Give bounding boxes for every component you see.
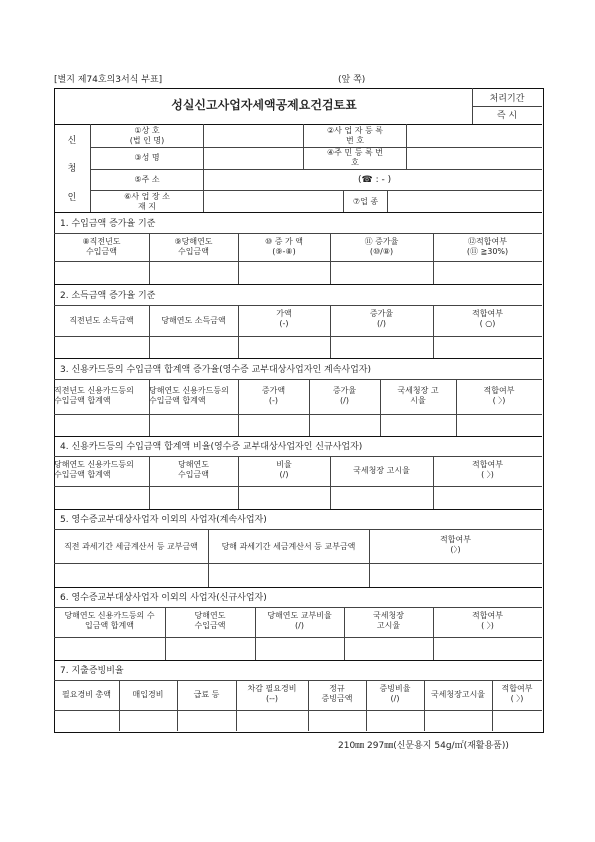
form-code: [별지 제74호의3서식 부표] <box>54 75 163 85</box>
sec2-col-amount: 가액 (-) <box>276 309 292 328</box>
sec2-col-rate: 증가율 (/) <box>369 309 394 328</box>
sec1-col-prev-revenue: ⑧직전년도 수입금액 <box>82 237 121 256</box>
name-input[interactable] <box>204 148 302 169</box>
sec5-title: 5. 영수증교부대상사업자 이외의 사업자(계속사업자) <box>60 515 267 525</box>
sec4-col-eligible: 적합여부 ( 〉) <box>472 460 503 479</box>
sec7-col-net-expense: 차감 필요경비 (--) <box>247 684 297 703</box>
paper-spec: 210㎜ 297㎜(신문용지 54g/㎡(재활용품)) <box>338 741 509 751</box>
sec1-col-curr-revenue: ⑨당해연도 수입금액 <box>174 237 213 256</box>
sec2-title: 2. 소득금액 증가율 기준 <box>60 291 156 301</box>
sec2-col-prev-income: 직전년도 소득금액 <box>69 316 134 325</box>
page-side: (앞 쪽) <box>338 75 366 85</box>
sec1-title: 1. 수입금액 증가율 기준 <box>60 219 156 229</box>
sec7-title: 7. 지출증빙비율 <box>60 666 124 676</box>
industry-input[interactable] <box>388 191 541 212</box>
sec6-col-nts-rate: 국세청장 고시율 <box>373 611 404 630</box>
trade-name-input[interactable] <box>204 125 302 147</box>
address-label: ⑤주 소 <box>134 175 160 184</box>
sec4-col-curr-card: 당해연도 신용카드등의 수입금액 합계액 <box>54 460 134 479</box>
sec3-col-nts-rate: 국세청장 고 시율 <box>397 386 439 405</box>
sec2-col-eligible: 적합여부 ( ○) <box>472 309 503 328</box>
sec4-title: 4. 신용카드등의 수입금액 합계액 비율(영수증 교부대상사업자인 신규사업자) <box>60 442 363 452</box>
sec7-col-nts-rate: 국세청장고시율 <box>430 690 486 699</box>
sec4-col-ratio: 비율 (/) <box>276 460 292 479</box>
sec7-col-proof-ratio: 증빙비율 (/) <box>379 684 411 703</box>
name-label: ③성 명 <box>134 153 160 162</box>
business-no-input[interactable] <box>407 125 541 147</box>
applicant-label-1: 신 <box>67 136 77 146</box>
sec3-col-eligible: 적합여부 ( 〉) <box>483 386 515 405</box>
sec5-col-eligible: 적합여부 (〉) <box>440 535 471 554</box>
sec5-col-curr-invoice: 당해 과세기간 세금계산서 등 교부금액 <box>221 542 356 551</box>
business-no-label: ②사 업 자 등 록 번 호 <box>327 126 383 145</box>
address-input[interactable] <box>204 170 354 190</box>
sec4-col-nts-rate: 국세청장 고시율 <box>353 466 410 475</box>
sec1-col-eligible: ⑫적합여부 (⑪ ≧30%) <box>466 237 509 256</box>
phone-field[interactable]: (☎ : - ) <box>358 175 392 185</box>
sec1-col-rate: ⑪ 증가율 (⑩/⑧) <box>364 237 399 256</box>
sec3-col-rate: 증가율 (/) <box>332 386 357 405</box>
sec7-col-purchase: 매입경비 <box>132 690 164 699</box>
sec6-col-curr-revenue: 당해연도 수입금액 <box>194 611 226 630</box>
business-addr-input[interactable] <box>204 191 343 212</box>
applicant-label-3: 인 <box>67 193 77 203</box>
resident-no-input[interactable] <box>407 148 541 169</box>
processing-value: 즉 시 <box>496 111 518 121</box>
sec7-col-proof-amount: 정규 증빙금액 <box>321 684 353 703</box>
sec6-col-issue-ratio: 당해연도 교부비율 (/) <box>267 611 332 630</box>
page-title: 성실신고사업자세액공제요건검토표 <box>171 98 357 112</box>
applicant-label-2: 청 <box>67 164 77 174</box>
sec6-col-eligible: 적합여부 ( 〉) <box>472 611 503 630</box>
sec7-col-total-expense: 필요경비 총액 <box>62 690 111 699</box>
sec6-title: 6. 영수증교부대상사업자 이외의 사업자(신규사업자) <box>60 593 267 603</box>
sec6-col-curr-card: 당해연도 신용카드등의 수 입금액 합계액 <box>64 611 155 630</box>
business-addr-label: ⑥사 업 장 소 재 지 <box>124 192 170 211</box>
sec1-col-increase: ⑩ 증 가 액 (⑨-⑧) <box>265 237 303 256</box>
sec5-col-prev-invoice: 직전 과세기간 세금계산서 등 교부금액 <box>64 542 198 551</box>
industry-label: ⑦업 종 <box>352 197 379 206</box>
processing-label: 처리기간 <box>489 94 525 104</box>
sec4-col-curr-revenue: 당해연도 수입금액 <box>178 460 209 479</box>
trade-name-label: ①상 호 (법 인 명) <box>129 126 165 145</box>
sec3-col-curr-card: 당해연도 신용카드등의 수입금액 합계액 <box>149 386 229 405</box>
sec2-col-curr-income: 당해연도 소득금액 <box>161 316 226 325</box>
sec3-title: 3. 신용카드등의 수입금액 합계액 증가율(영수증 교부대상사업자인 계속사업자) <box>60 365 371 375</box>
resident-no-label: ④주 민 등 록 번 호 <box>327 148 383 167</box>
sec7-col-salary: 급료 등 <box>193 690 220 699</box>
sec3-col-prev-card: 직전년도 신용카드등의 수입금액 합계액 <box>54 386 134 405</box>
sec3-col-increase: 증가액 (-) <box>261 386 286 405</box>
sec7-col-eligible: 적합여부 ( 〉) <box>501 684 533 703</box>
